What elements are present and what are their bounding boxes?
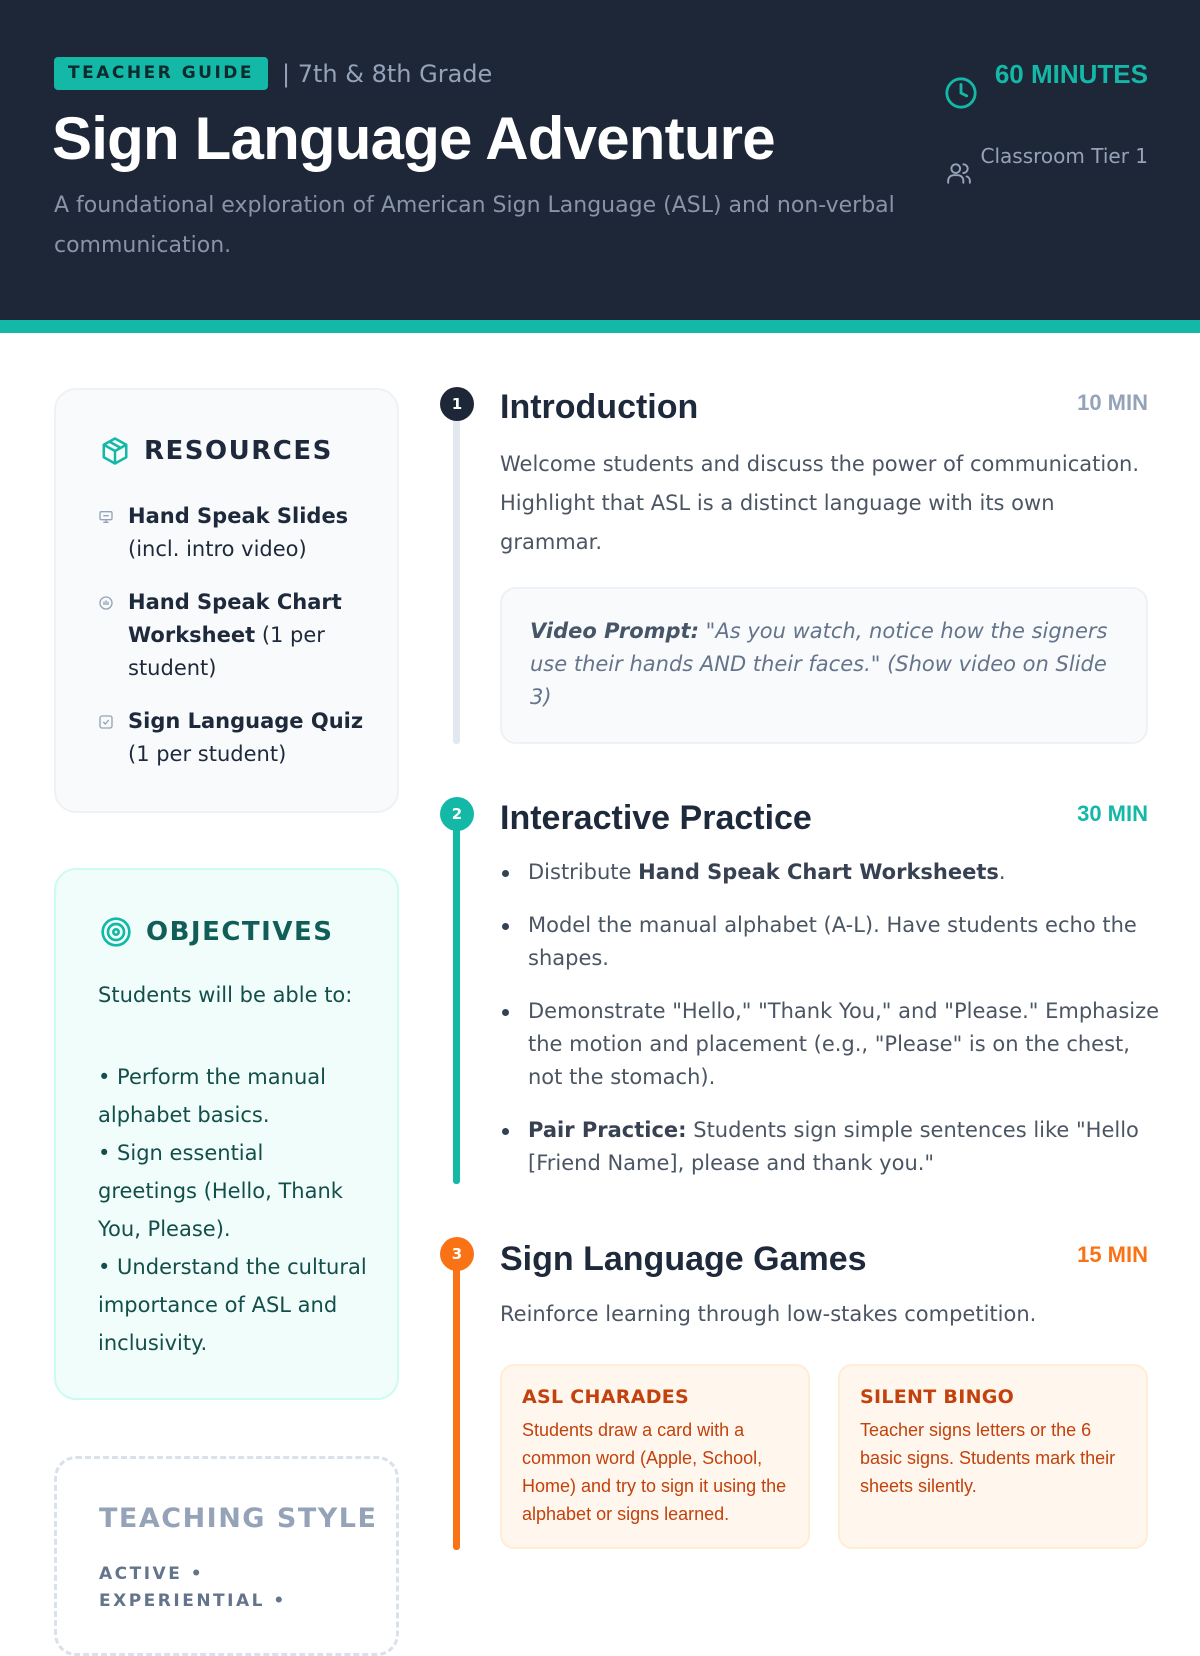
duration-label: 60 MINUTES [994, 59, 1148, 89]
section-time-games: 15 MIN [1077, 1242, 1148, 1267]
page-title: Sign Language Adventure [52, 105, 775, 172]
objective-item: • Perform the manual alphabet basics. [98, 1065, 326, 1127]
step-number-2: 2 [440, 797, 474, 831]
timeline-rail-3 [453, 1258, 460, 1550]
section-title-games: Sign Language Games [500, 1240, 867, 1278]
game-description: Students draw a card with a common word (Apple, School, Home) and try to sign it using the alphabet or signs learned. [522, 1420, 787, 1524]
resource-name: Hand Speak Slides [128, 504, 349, 528]
resources-heading [100, 436, 333, 466]
game-title: ASL CHARADES [522, 1386, 690, 1408]
section-body-games: Reinforce learning through low-stakes competition. [500, 1302, 1037, 1326]
resource-detail: (1 per student) [128, 623, 325, 680]
classroom-tier: Classroom Tier 1 [980, 144, 1148, 168]
target-icon [100, 916, 132, 948]
step-number-1: 1 [440, 387, 474, 421]
box-icon [100, 436, 130, 466]
game-description: Teacher signs letters or the 6 basic signs. Students mark their sheets silently. [860, 1420, 1116, 1496]
presentation-icon [98, 509, 114, 525]
game-title: SILENT BINGO [860, 1386, 1015, 1408]
step-number-3: 3 [440, 1237, 474, 1271]
objective-item: • Sign essential greetings (Hello, Thank You, Please). [98, 1141, 343, 1241]
objectives-list [98, 1058, 368, 1362]
check-square-icon [98, 714, 114, 730]
teaching-style-card [54, 1456, 399, 1656]
timeline-rail-2 [453, 820, 460, 1184]
section-time-practice: 30 MIN [1077, 801, 1148, 826]
eyebrow [54, 57, 492, 90]
resources-card [54, 388, 399, 813]
section-title-introduction: Introduction [500, 388, 699, 426]
page-subtitle: A foundational exploration of American Sign Language (ASL) and non-verbal communication. [54, 193, 895, 258]
section-body-introduction: Welcome students and discuss the power of communication. Highlight that ASL is a distinct language with its own grammar. [500, 452, 1140, 554]
section-title-practice: Interactive Practice [500, 799, 812, 837]
teacher-guide-badge: TEACHER GUIDE [54, 57, 268, 90]
video-prompt-text: "As you watch, notice how the signers use their hands AND their faces." (Show video on Slide 3) [530, 619, 1108, 709]
practice-steps [500, 856, 1160, 1200]
resources-list [98, 500, 378, 791]
objectives-intro: Students will be able to: [98, 983, 353, 1007]
resource-detail: (1 per student) [128, 742, 287, 766]
timeline-rail-1 [453, 418, 460, 744]
game-card-bingo [838, 1364, 1148, 1549]
video-prompt-box [500, 587, 1148, 744]
game-card-charades [500, 1364, 810, 1549]
practice-step: Distribute Hand Speak Chart Worksheets. [500, 856, 1160, 889]
practice-step: Pair Practice: Students sign simple sentences like "Hello [Friend Name], please and thank you." [500, 1114, 1160, 1180]
clock-icon [944, 76, 978, 110]
resource-name: Sign Language Quiz [128, 709, 364, 733]
video-prompt-label: Video Prompt: [530, 619, 699, 643]
objectives-title: OBJECTIVES [146, 917, 334, 947]
header-accent-bar [0, 320, 1200, 333]
teaching-style-tags: ACTIVE • EXPERIENTIAL • [99, 1564, 287, 1611]
hand-icon [98, 595, 114, 611]
resource-name: Hand Speak Chart Worksheet [128, 590, 342, 647]
objective-item: • Understand the cultural importance of ASL and inclusivity. [98, 1255, 367, 1355]
resource-item-slides [98, 500, 378, 566]
resource-item-worksheet [98, 586, 378, 685]
users-icon [946, 160, 972, 186]
practice-step: Demonstrate "Hello," "Thank You," and "Please." Emphasize the motion and placement (e.g., "Please" is on the chest, not the stomach). [500, 995, 1160, 1094]
objectives-heading [100, 916, 333, 948]
objectives-card [54, 868, 399, 1400]
teaching-style-title: TEACHING STYLE [99, 1503, 378, 1534]
section-time-introduction: 10 MIN [1077, 390, 1148, 415]
resource-item-quiz [98, 705, 378, 771]
resource-detail: (incl. intro video) [128, 537, 307, 561]
practice-step: Model the manual alphabet (A-L). Have students echo the shapes. [500, 909, 1160, 975]
resources-title: RESOURCES [144, 436, 333, 466]
header [0, 0, 1200, 320]
grade-level: | 7th & 8th Grade [282, 59, 493, 88]
